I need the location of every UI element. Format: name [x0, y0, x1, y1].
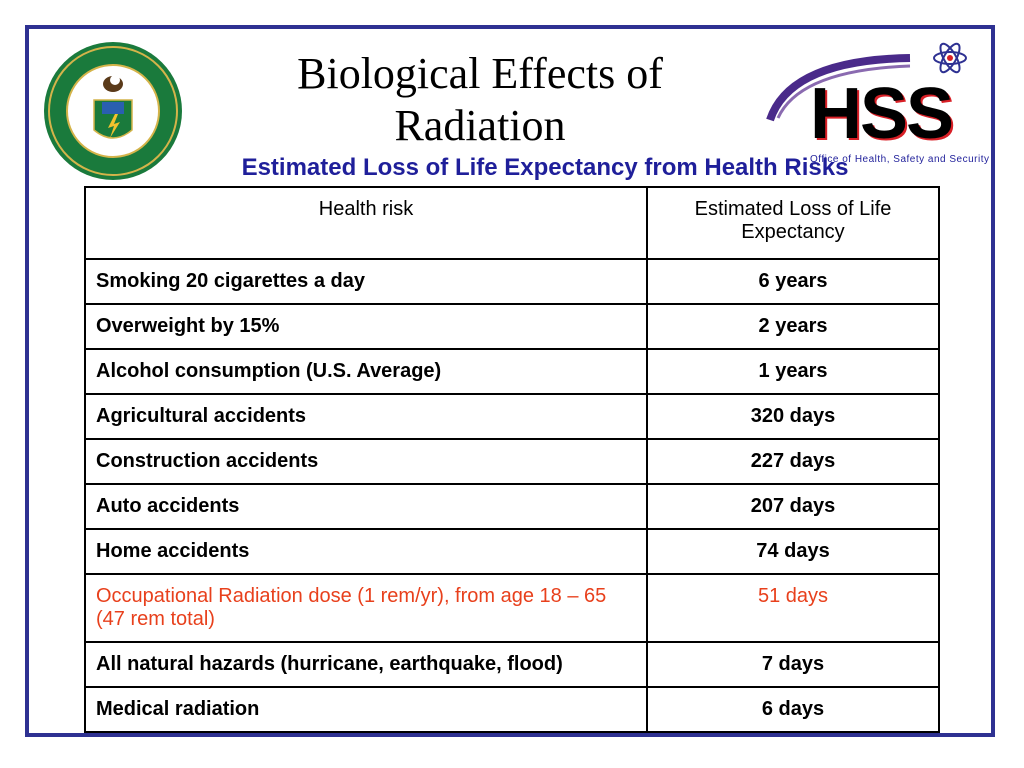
risk-cell: Occupational Radiation dose (1 rem/yr), from age 18 – 65 (47 rem total): [85, 574, 647, 642]
table-row: [85, 439, 939, 484]
loss-cell: 227 days: [647, 439, 939, 484]
loss-cell: 207 days: [647, 484, 939, 529]
loss-cell: 6 days: [647, 687, 939, 732]
table-row-highlighted: [85, 574, 939, 642]
loss-cell: 6 years: [647, 259, 939, 304]
risk-cell: Construction accidents: [85, 439, 647, 484]
loss-cell: 74 days: [647, 529, 939, 574]
risk-cell: Agricultural accidents: [85, 394, 647, 439]
risk-cell: Smoking 20 cigarettes a day: [85, 259, 647, 304]
loss-cell: 1 years: [647, 349, 939, 394]
table-row: [85, 349, 939, 394]
hss-logo-text: HSS: [810, 74, 953, 154]
table-row: [85, 259, 939, 304]
table-row: [85, 484, 939, 529]
risk-cell: Auto accidents: [85, 484, 647, 529]
loss-cell: 51 days: [647, 574, 939, 642]
table-subtitle: Estimated Loss of Life Expectancy from Health Risks: [241, 154, 849, 181]
table-header-row: [85, 187, 939, 259]
header-health-risk: Health risk: [85, 187, 647, 259]
table-row: [85, 687, 939, 732]
table-row: [85, 304, 939, 349]
risk-cell: Home accidents: [85, 529, 647, 574]
risk-cell: Overweight by 15%: [85, 304, 647, 349]
slide-title: Biological Effects of Radiation: [297, 49, 663, 150]
life-expectancy-table: [84, 186, 940, 733]
table-row: [85, 394, 939, 439]
atom-icon: [934, 41, 966, 75]
hss-tagline: Office of Health, Safety and Security: [810, 154, 990, 165]
loss-cell: 320 days: [647, 394, 939, 439]
loss-cell: 7 days: [647, 642, 939, 687]
risk-cell: All natural hazards (hurricane, earthquake, flood): [85, 642, 647, 687]
table-row: [85, 642, 939, 687]
risk-cell: Alcohol consumption (U.S. Average): [85, 349, 647, 394]
loss-cell: 2 years: [647, 304, 939, 349]
header-loss: Estimated Loss of Life Expectancy: [647, 187, 939, 259]
table-row: [85, 529, 939, 574]
risk-cell: Medical radiation: [85, 687, 647, 732]
